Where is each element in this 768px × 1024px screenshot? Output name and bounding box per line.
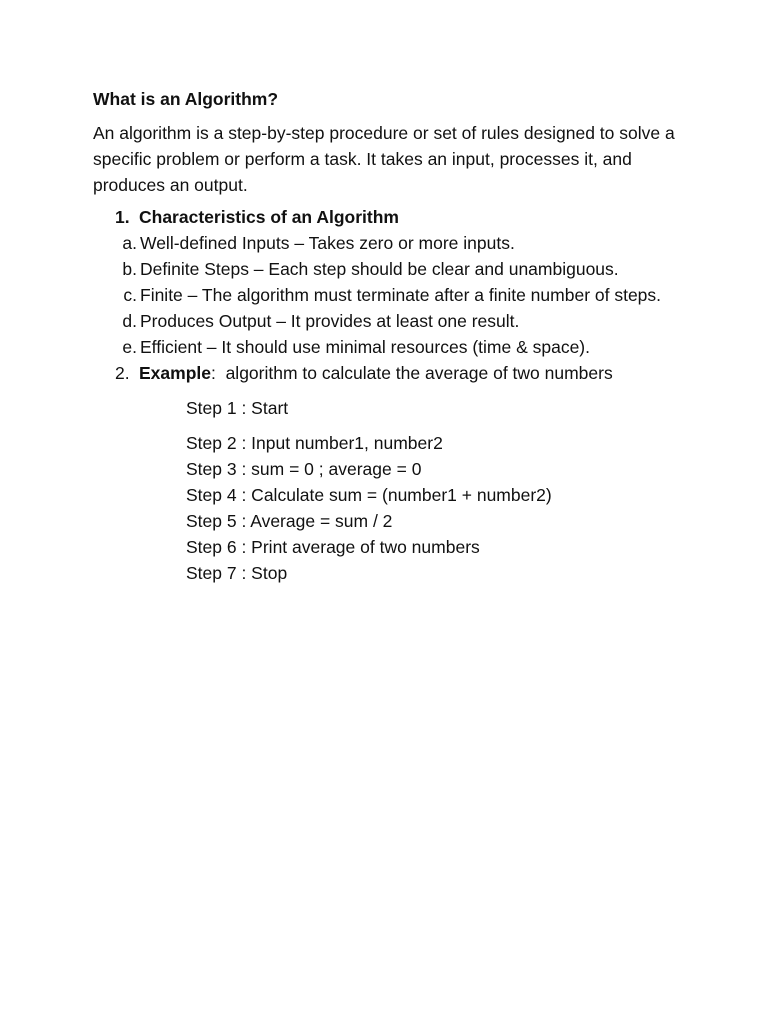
step-line: Step 1 : Start: [186, 398, 289, 418]
characteristics-list: [93, 230, 693, 360]
list-item-characteristics: [93, 204, 693, 230]
example-label: Example: [139, 363, 211, 383]
step-line: Step 7 : Stop: [186, 563, 288, 583]
list-item-text: Well-defined Inputs – Takes zero or more inputs.: [140, 233, 515, 253]
list-marker: c.: [123, 285, 137, 305]
list-item: [93, 256, 693, 282]
list-item: [93, 282, 693, 308]
list-item-text: Produces Output – It provides at least one result.: [140, 311, 520, 331]
list-item-example: [93, 360, 693, 386]
list-marker: 1.: [115, 207, 130, 227]
step-line: Step 2 : Input number1, number2: [186, 433, 443, 453]
step-line: Step 5 : Average = sum / 2: [186, 511, 393, 531]
list-marker: 2.: [115, 363, 130, 383]
list-item-text: Definite Steps – Each step should be clear and unambiguous.: [140, 259, 619, 279]
list-marker: e.: [122, 337, 137, 357]
algorithm-steps: [93, 395, 693, 586]
step-line: Step 6 : Print average of two numbers: [186, 537, 480, 557]
list-item: [93, 230, 693, 256]
list-item-text: Efficient – It should use minimal resources (time & space).: [140, 337, 591, 357]
list-item: [93, 334, 693, 360]
list-item-text: Finite – The algorithm must terminate after a finite number of steps.: [140, 285, 662, 305]
document-body: [93, 86, 693, 586]
list-marker: a.: [122, 233, 137, 253]
step-line: Step 3 : sum = 0 ; average = 0: [186, 459, 422, 479]
step-line: Step 4 : Calculate sum = (number1 + number2): [186, 485, 552, 505]
list-marker: d.: [122, 311, 137, 331]
section-title: Characteristics of an Algorithm: [139, 207, 399, 227]
list-marker: b.: [122, 259, 137, 279]
page-title: What is an Algorithm?: [93, 89, 279, 109]
intro-paragraph: An algorithm is a step-by-step procedure or set of rules designed to solve a specific problem or perform a task. It takes an input, processes it, and produces an output.: [93, 123, 675, 195]
example-description: : algorithm to calculate the average of two numbers: [210, 363, 613, 383]
list-item: [93, 308, 693, 334]
